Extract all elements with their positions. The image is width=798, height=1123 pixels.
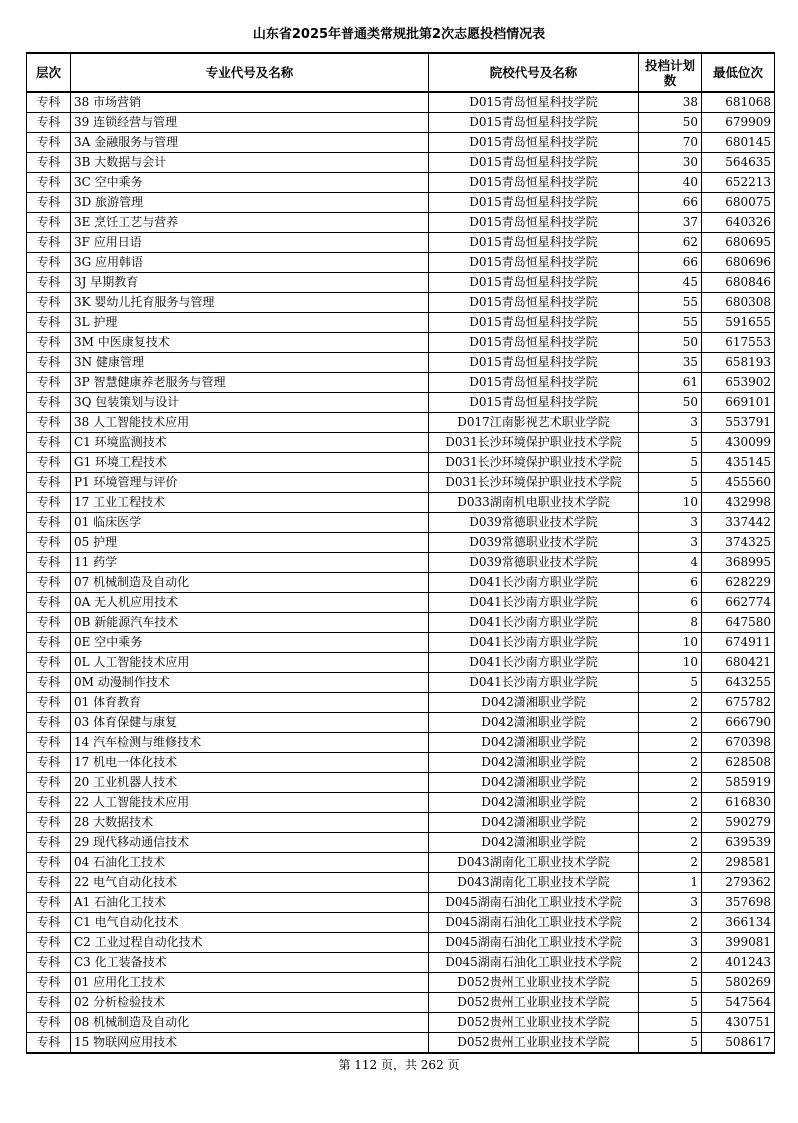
cell-major: C3 化工装备技术 [71,953,429,973]
cell-school: D042潇湘职业学院 [429,833,639,853]
cell-school: D039常德职业技术学院 [429,533,639,553]
cell-plan: 2 [639,913,702,933]
cell-plan: 38 [639,92,702,113]
cell-plan: 40 [639,173,702,193]
cell-plan: 62 [639,233,702,253]
cell-major: 3M 中医康复技术 [71,333,429,353]
cell-rank: 680145 [702,133,775,153]
cell-level: 专科 [27,953,71,973]
cell-major: 22 人工智能技术应用 [71,793,429,813]
cell-school: D045湖南石油化工职业技术学院 [429,893,639,913]
cell-school: D041长沙南方职业学院 [429,633,639,653]
cell-school: D042潇湘职业学院 [429,793,639,813]
cell-level: 专科 [27,213,71,233]
table-row [27,233,775,253]
cell-major: 0M 动漫制作技术 [71,673,429,693]
cell-level: 专科 [27,253,71,273]
cell-rank: 366134 [702,913,775,933]
cell-level: 专科 [27,473,71,493]
header-level: 层次 [27,53,71,92]
cell-school: D015青岛恒星科技学院 [429,353,639,373]
cell-major: 11 药学 [71,553,429,573]
cell-plan: 2 [639,733,702,753]
cell-plan: 8 [639,613,702,633]
cell-rank: 674911 [702,633,775,653]
table-row [27,453,775,473]
table-row [27,353,775,373]
cell-level: 专科 [27,313,71,333]
cell-plan: 66 [639,193,702,213]
cell-rank: 368995 [702,553,775,573]
cell-plan: 2 [639,953,702,973]
cell-rank: 640326 [702,213,775,233]
cell-school: D042潇湘职业学院 [429,693,639,713]
cell-major: 0B 新能源汽车技术 [71,613,429,633]
cell-plan: 2 [639,753,702,773]
cell-major: 3B 大数据与会计 [71,153,429,173]
cell-level: 专科 [27,153,71,173]
cell-level: 专科 [27,713,71,733]
table-row [27,633,775,653]
cell-level: 专科 [27,773,71,793]
cell-major: 3E 烹饪工艺与营养 [71,213,429,233]
cell-level: 专科 [27,973,71,993]
cell-rank: 580269 [702,973,775,993]
cell-plan: 2 [639,833,702,853]
table-row [27,773,775,793]
cell-rank: 647580 [702,613,775,633]
cell-major: 02 分析检验技术 [71,993,429,1013]
table-row [27,653,775,673]
cell-major: 05 护理 [71,533,429,553]
cell-rank: 553791 [702,413,775,433]
table-row [27,593,775,613]
cell-plan: 5 [639,473,702,493]
cell-major: 38 人工智能技术应用 [71,413,429,433]
cell-level: 专科 [27,813,71,833]
cell-school: D052贵州工业职业技术学院 [429,993,639,1013]
cell-level: 专科 [27,653,71,673]
cell-rank: 590279 [702,813,775,833]
cell-major: 3P 智慧健康养老服务与管理 [71,373,429,393]
cell-major: 3A 金融服务与管理 [71,133,429,153]
cell-major: G1 环境工程技术 [71,453,429,473]
cell-plan: 3 [639,893,702,913]
cell-school: D052贵州工业职业技术学院 [429,1033,639,1054]
cell-school: D045湖南石油化工职业技术学院 [429,913,639,933]
table-row [27,473,775,493]
table-row [27,853,775,873]
cell-level: 专科 [27,573,71,593]
cell-major: 3G 应用韩语 [71,253,429,273]
cell-school: D039常德职业技术学院 [429,513,639,533]
table-row [27,92,775,113]
table-row [27,333,775,353]
cell-major: 01 应用化工技术 [71,973,429,993]
cell-school: D015青岛恒星科技学院 [429,213,639,233]
cell-rank: 666790 [702,713,775,733]
cell-school: D042潇湘职业学院 [429,733,639,753]
cell-plan: 2 [639,813,702,833]
cell-rank: 680695 [702,233,775,253]
cell-major: C1 电气自动化技术 [71,913,429,933]
cell-level: 专科 [27,993,71,1013]
table-row [27,493,775,513]
cell-rank: 617553 [702,333,775,353]
cell-school: D042潇湘职业学院 [429,753,639,773]
cell-level: 专科 [27,133,71,153]
cell-major: 3N 健康管理 [71,353,429,373]
cell-level: 专科 [27,413,71,433]
cell-school: D039常德职业技术学院 [429,553,639,573]
cell-rank: 680696 [702,253,775,273]
cell-level: 专科 [27,493,71,513]
cell-level: 专科 [27,693,71,713]
cell-rank: 432998 [702,493,775,513]
table-row [27,973,775,993]
cell-school: D041长沙南方职业学院 [429,593,639,613]
cell-school: D042潇湘职业学院 [429,713,639,733]
table-row [27,133,775,153]
cell-major: 0A 无人机应用技术 [71,593,429,613]
table-row [27,513,775,533]
cell-level: 专科 [27,893,71,913]
cell-school: D042潇湘职业学院 [429,773,639,793]
cell-rank: 658193 [702,353,775,373]
cell-rank: 430751 [702,1013,775,1033]
cell-plan: 50 [639,333,702,353]
cell-major: 0L 人工智能技术应用 [71,653,429,673]
table-row [27,393,775,413]
cell-major: 15 物联网应用技术 [71,1033,429,1054]
table-row [27,573,775,593]
page-title: 山东省2025年普通类常规批第2次志愿投档情况表 [252,27,546,42]
cell-school: D015青岛恒星科技学院 [429,113,639,133]
cell-plan: 45 [639,273,702,293]
cell-plan: 3 [639,513,702,533]
cell-plan: 2 [639,693,702,713]
cell-level: 专科 [27,1033,71,1054]
cell-school: D031长沙环境保护职业技术学院 [429,473,639,493]
cell-rank: 628229 [702,573,775,593]
cell-school: D031长沙环境保护职业技术学院 [429,433,639,453]
cell-level: 专科 [27,92,71,113]
cell-school: D045湖南石油化工职业技术学院 [429,953,639,973]
cell-level: 专科 [27,453,71,473]
cell-level: 专科 [27,793,71,813]
cell-level: 专科 [27,753,71,773]
cell-level: 专科 [27,113,71,133]
cell-major: P1 环境管理与评价 [71,473,429,493]
cell-school: D015青岛恒星科技学院 [429,313,639,333]
cell-rank: 616830 [702,793,775,813]
cell-school: D043湖南化工职业技术学院 [429,873,639,893]
cell-major: 38 市场营销 [71,92,429,113]
table-row [27,833,775,853]
table-row [27,193,775,213]
cell-level: 专科 [27,193,71,213]
cell-plan: 2 [639,853,702,873]
cell-major: C1 环境监测技术 [71,433,429,453]
cell-rank: 279362 [702,873,775,893]
cell-plan: 5 [639,1033,702,1054]
table-row [27,533,775,553]
table-row [27,1033,775,1054]
cell-plan: 2 [639,793,702,813]
cell-level: 专科 [27,673,71,693]
cell-rank: 680308 [702,293,775,313]
cell-level: 专科 [27,433,71,453]
cell-plan: 50 [639,393,702,413]
table-row [27,373,775,393]
cell-major: C2 工业过程自动化技术 [71,933,429,953]
cell-plan: 1 [639,873,702,893]
table-row [27,113,775,133]
cell-rank: 430099 [702,433,775,453]
cell-rank: 455560 [702,473,775,493]
table-header-row [27,53,775,92]
cell-school: D015青岛恒星科技学院 [429,373,639,393]
table-row [27,213,775,233]
cell-school: D015青岛恒星科技学院 [429,173,639,193]
cell-rank: 680075 [702,193,775,213]
table-row [27,933,775,953]
table-row [27,413,775,433]
cell-rank: 653902 [702,373,775,393]
cell-rank: 679909 [702,113,775,133]
cell-rank: 357698 [702,893,775,913]
cell-major: 07 机械制造及自动化 [71,573,429,593]
table-row [27,313,775,333]
cell-major: 08 机械制造及自动化 [71,1013,429,1033]
cell-rank: 399081 [702,933,775,953]
table-row [27,793,775,813]
cell-rank: 298581 [702,853,775,873]
cell-level: 专科 [27,273,71,293]
cell-level: 专科 [27,333,71,353]
cell-level: 专科 [27,513,71,533]
page-footer: 第 112 页，共 262 页 [338,1058,460,1072]
cell-rank: 547564 [702,993,775,1013]
cell-plan: 5 [639,1013,702,1033]
cell-level: 专科 [27,593,71,613]
cell-major: 0E 空中乘务 [71,633,429,653]
cell-plan: 35 [639,353,702,373]
cell-plan: 10 [639,633,702,653]
table-row [27,913,775,933]
table-row [27,613,775,633]
cell-major: 01 体育教育 [71,693,429,713]
cell-plan: 3 [639,933,702,953]
cell-school: D015青岛恒星科技学院 [429,253,639,273]
cell-school: D043湖南化工职业技术学院 [429,853,639,873]
table-row [27,293,775,313]
cell-rank: 681068 [702,92,775,113]
cell-level: 专科 [27,933,71,953]
cell-rank: 680421 [702,653,775,673]
cell-major: 3J 早期教育 [71,273,429,293]
cell-plan: 55 [639,313,702,333]
cell-plan: 3 [639,533,702,553]
cell-major: 01 临床医学 [71,513,429,533]
header-rank: 最低位次 [702,53,775,92]
cell-school: D015青岛恒星科技学院 [429,193,639,213]
cell-rank: 337442 [702,513,775,533]
cell-school: D015青岛恒星科技学院 [429,233,639,253]
cell-plan: 66 [639,253,702,273]
cell-level: 专科 [27,913,71,933]
cell-rank: 652213 [702,173,775,193]
table-row [27,173,775,193]
cell-major: 28 大数据技术 [71,813,429,833]
cell-plan: 5 [639,453,702,473]
cell-school: D031长沙环境保护职业技术学院 [429,453,639,473]
cell-major: 39 连锁经营与管理 [71,113,429,133]
cell-plan: 3 [639,413,702,433]
cell-school: D033湖南机电职业技术学院 [429,493,639,513]
cell-rank: 675782 [702,693,775,713]
cell-school: D041长沙南方职业学院 [429,613,639,633]
cell-level: 专科 [27,853,71,873]
cell-rank: 639539 [702,833,775,853]
table-row [27,253,775,273]
cell-plan: 10 [639,493,702,513]
admission-table [26,52,775,1054]
cell-major: 04 石油化工技术 [71,853,429,873]
cell-plan: 37 [639,213,702,233]
cell-major: 20 工业机器人技术 [71,773,429,793]
cell-rank: 401243 [702,953,775,973]
cell-level: 专科 [27,233,71,253]
cell-plan: 4 [639,553,702,573]
cell-level: 专科 [27,533,71,553]
cell-major: 3D 旅游管理 [71,193,429,213]
cell-plan: 61 [639,373,702,393]
cell-level: 专科 [27,173,71,193]
cell-major: 14 汽车检测与维修技术 [71,733,429,753]
cell-plan: 70 [639,133,702,153]
cell-plan: 5 [639,673,702,693]
cell-plan: 2 [639,773,702,793]
cell-plan: 10 [639,653,702,673]
cell-major: 3L 护理 [71,313,429,333]
cell-major: 3Q 包装策划与设计 [71,393,429,413]
cell-school: D041长沙南方职业学院 [429,653,639,673]
cell-major: 22 电气自动化技术 [71,873,429,893]
cell-level: 专科 [27,373,71,393]
cell-school: D052贵州工业职业技术学院 [429,1013,639,1033]
cell-rank: 585919 [702,773,775,793]
cell-plan: 2 [639,713,702,733]
cell-plan: 6 [639,593,702,613]
cell-rank: 591655 [702,313,775,333]
cell-level: 专科 [27,1013,71,1033]
cell-level: 专科 [27,353,71,373]
cell-school: D052贵州工业职业技术学院 [429,973,639,993]
cell-level: 专科 [27,873,71,893]
cell-level: 专科 [27,733,71,753]
table-row [27,813,775,833]
table-row [27,733,775,753]
cell-school: D042潇湘职业学院 [429,813,639,833]
cell-plan: 50 [639,113,702,133]
cell-major: 17 工业工程技术 [71,493,429,513]
cell-level: 专科 [27,393,71,413]
table-row [27,693,775,713]
header-school: 院校代号及名称 [429,53,639,92]
cell-school: D041长沙南方职业学院 [429,673,639,693]
table-row [27,273,775,293]
table-row [27,953,775,973]
cell-level: 专科 [27,613,71,633]
cell-plan: 55 [639,293,702,313]
table-row [27,153,775,173]
cell-school: D015青岛恒星科技学院 [429,393,639,413]
cell-school: D015青岛恒星科技学院 [429,333,639,353]
cell-rank: 374325 [702,533,775,553]
table-body [27,92,775,1053]
table-row [27,553,775,573]
cell-major: 3K 婴幼儿托育服务与管理 [71,293,429,313]
cell-school: D045湖南石油化工职业技术学院 [429,933,639,953]
table-row [27,713,775,733]
cell-major: A1 石油化工技术 [71,893,429,913]
cell-rank: 435145 [702,453,775,473]
table-row [27,1013,775,1033]
cell-school: D015青岛恒星科技学院 [429,293,639,313]
cell-major: 3C 空中乘务 [71,173,429,193]
header-plan: 投档计划数 [639,53,702,92]
cell-plan: 5 [639,973,702,993]
cell-major: 03 体育保健与康复 [71,713,429,733]
cell-major: 3F 应用日语 [71,233,429,253]
cell-school: D015青岛恒星科技学院 [429,273,639,293]
cell-rank: 662774 [702,593,775,613]
cell-rank: 680846 [702,273,775,293]
table-row [27,433,775,453]
cell-rank: 669101 [702,393,775,413]
cell-level: 专科 [27,293,71,313]
cell-rank: 670398 [702,733,775,753]
cell-school: D015青岛恒星科技学院 [429,92,639,113]
cell-school: D015青岛恒星科技学院 [429,153,639,173]
table-row [27,893,775,913]
cell-level: 专科 [27,833,71,853]
cell-level: 专科 [27,633,71,653]
table-row [27,873,775,893]
cell-school: D015青岛恒星科技学院 [429,133,639,153]
cell-rank: 628508 [702,753,775,773]
cell-plan: 5 [639,433,702,453]
cell-school: D041长沙南方职业学院 [429,573,639,593]
table-row [27,753,775,773]
cell-major: 29 现代移动通信技术 [71,833,429,853]
cell-plan: 6 [639,573,702,593]
table-row [27,673,775,693]
cell-major: 17 机电一体化技术 [71,753,429,773]
cell-rank: 643255 [702,673,775,693]
cell-level: 专科 [27,553,71,573]
table-row [27,993,775,1013]
cell-rank: 508617 [702,1033,775,1054]
cell-plan: 5 [639,993,702,1013]
cell-plan: 30 [639,153,702,173]
cell-school: D017江南影视艺术职业学院 [429,413,639,433]
cell-rank: 564635 [702,153,775,173]
header-major: 专业代号及名称 [71,53,429,92]
